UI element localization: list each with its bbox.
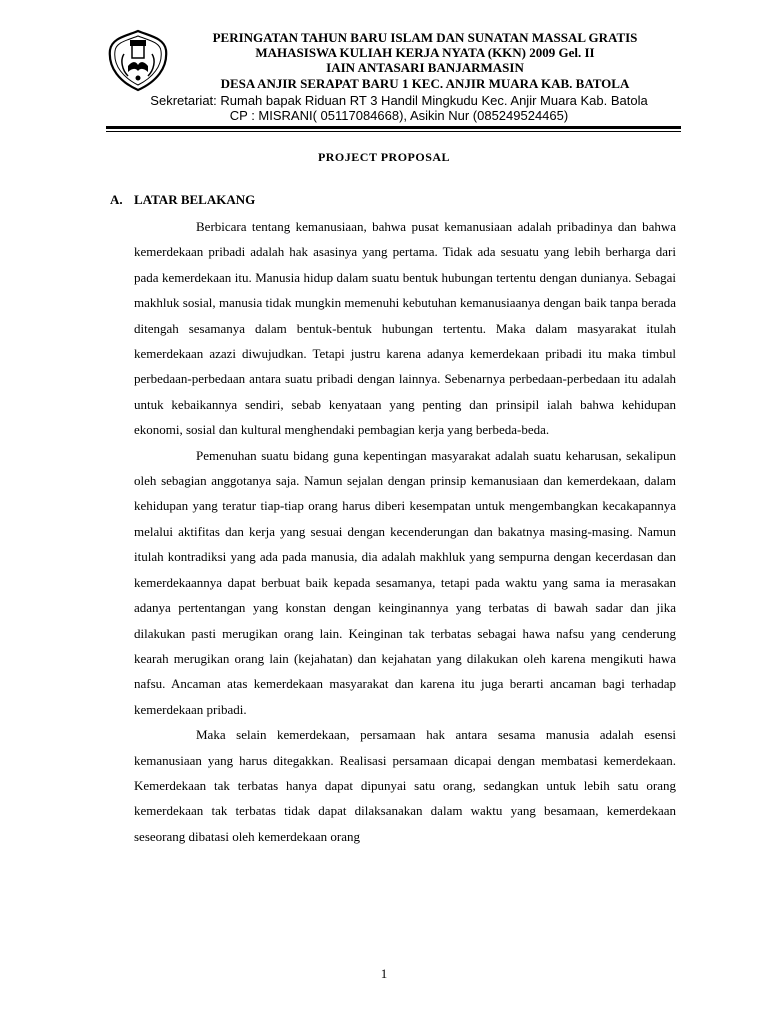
section-heading (110, 192, 255, 208)
body-paragraph: Pemenuhan suatu bidang guna kepentingan masyarakat adalah suatu keharusan, sekalipun oleh sebagian anggotanya saja. Namun sejalan dengan prinsip kemanusiaan dan kemerdekaan, dalam kehidupan yang teratur tiap-tiap orang harus diberi kesempatan untuk mengembangkan kecakapannya melalui aktifitas dan kerja yang sesuai dengan kecenderungan dan bakatnya masing-masing. Namun itulah kontradiksi yang ada pada manusia, dia adalah makhluk yang sempurna dengan kecerdasan dan kemerdekaannya dapat berbuat baik kepada sesamanya, tetapi pada waktu yang sama ia merasakan adanya pertentangan yang konstan dengan keinginannya yang terbatas di bawah sadar dan jika dilakukan pasti merugikan orang lain. Keinginan tak terbatas sebagai hawa nafsu yang cenderung kearah merugikan orang lain (kejahatan) dan kejahatan yang dilakukan oleh karena mengikuti hawa nafsu. Ancaman atas kemerdekaan masyarakat dan karena itu juga berarti ancaman bagi terhadap kemerdekaan pribadi. (134, 447, 676, 717)
page-number: 1 (380, 966, 388, 981)
header-contact: CP : MISRANI( 05117084668), Asikin Nur (085249524465) (229, 108, 569, 123)
body-paragraph: Berbicara tentang kemanusiaan, bahwa pusat kemanusiaan adalah pribadinya dan bahwa kemerdekaan pribadi adalah hak asasinya yang pertama. Tidak ada sesuatu yang lebih berharga dari pada kemerdekaan itu. Manusia hidup dalam suatu bentuk hubungan tertentu dengan dunianya. Sebagai makhluk sosial, manusia tidak mungkin memenuhi kebutuhan kemanusiaanya dengan baik tanpa berada ditengah sesamanya dalam bentuk-bentuk hubungan tertentu. Maka dalam masyarakat itulah kemerdekaan azazi diwujudkan. Tetapi justru karena adanya kemerdekaan pribadi itu maka timbul perbedaan-perbedaan antara suatu pribadi dengan lainnya. Sebenarnya perbedaan-perbedaan itu adalah untuk kebaikannya sendiri, sebab kenyataan yang penting dan prinsipil ialah bahwa kehidupan ekonomi, sosial dan kultural menghendaki pembagian kerja yang berbeda-beda. (134, 219, 676, 438)
header-secretariat: Sekretariat: Rumah bapak Riduan RT 3 Handil Mingkudu Kec. Anjir Muara Kab. Batola (150, 93, 648, 108)
iain-antasari-emblem-icon (106, 28, 170, 92)
section-body (134, 214, 676, 849)
section-title: LATAR BELAKANG (134, 192, 256, 207)
document-title: PROJECT PROPOSAL (317, 150, 451, 164)
header-divider-thin (106, 131, 681, 132)
header-institution-line: IAIN ANTASARI BANJARMASIN (326, 60, 524, 75)
body-paragraph: Maka selain kemerdekaan, persamaan hak antara sesama manusia adalah esensi kemanusiaan yang harus ditegakkan. Realisasi persamaan dicapai dengan membatasi kemerdekaan. Kemerdekaan tak terbatas hanya dapat dipunyai satu orang, sedangkan untuk lebih satu orang kemerdekaan tak terbatas tidak dapat dilaksanakan dalam waktu yang besamaan, kemerdekaan seseorang dibatasi oleh kemerdekaan orang (134, 727, 676, 844)
header-divider-thick (106, 126, 681, 129)
section-number: A. (110, 192, 123, 207)
header-kkn-line: MAHASISWA KULIAH KERJA NYATA (KKN) 2009 Gel. II (255, 45, 595, 60)
header-location-line: DESA ANJIR SERAPAT BARU 1 KEC. ANJIR MUARA KAB. BATOLA (220, 76, 630, 91)
header-title-line: PERINGATAN TAHUN BARU ISLAM DAN SUNATAN MASSAL GRATIS (212, 30, 638, 45)
